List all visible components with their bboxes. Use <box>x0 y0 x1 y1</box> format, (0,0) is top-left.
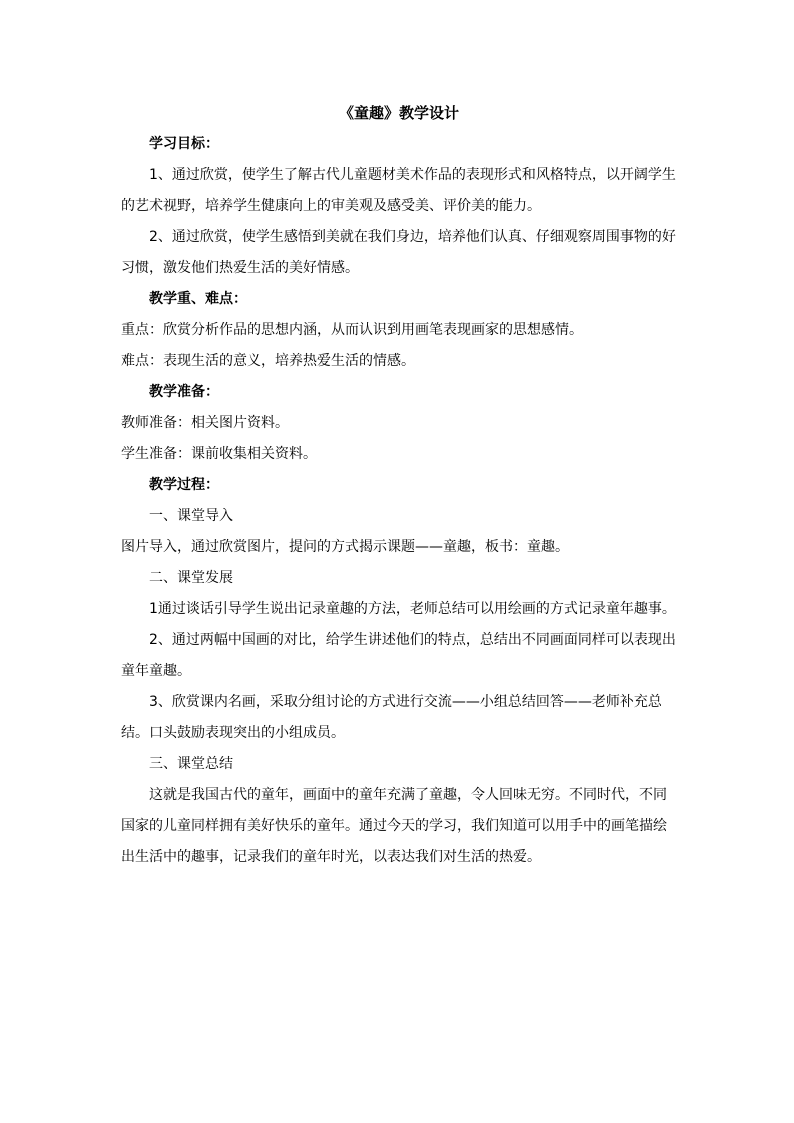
section-heading-preparation: 教学准备： <box>149 384 219 400</box>
process-step-summary-heading: 三、课堂总结 <box>149 756 233 772</box>
goal-paragraph-2: 2、通过欣赏，使学生感悟到美就在我们身边，培养他们认真、仔细观察周围事物的好习惯，激发他们热爱生活的美好情感。 <box>121 229 676 276</box>
student-preparation: 学生准备：课前收集相关资料。 <box>121 446 317 462</box>
teacher-preparation: 教师准备：相关图片资料。 <box>121 415 289 431</box>
development-paragraph-2: 2、通过两幅中国画的对比，给学生讲述他们的特点，总结出不同画面同样可以表现出童年童趣。 <box>121 632 676 679</box>
summary-paragraph: 这就是我国古代的童年，画面中的童年充满了童趣，令人回味无穷。不同时代，不同国家的儿童同样拥有美好快乐的童年。通过今天的学习，我们知道可以用手中的画笔描绘出生活中的趣事，记录我们的童年时光，以表达我们对生活的热爱。 <box>121 787 667 865</box>
section-heading-goals: 学习目标： <box>149 136 219 152</box>
process-step-development-heading: 二、课堂发展 <box>149 570 233 586</box>
key-point-paragraph: 重点：欣赏分析作品的思想内涵，从而认识到用画笔表现画家的思想感情。 <box>121 322 583 338</box>
process-step-intro-text: 图片导入，通过欣赏图片，提问的方式揭示课题——童趣，板书：童趣。 <box>121 539 569 555</box>
document-body <box>121 98 677 873</box>
process-step-intro-heading: 一、课堂导入 <box>149 508 233 524</box>
goal-paragraph-1: 1、通过欣赏，使学生了解古代儿童题材美术作品的表现形式和风格特点，以开阔学生的艺术视野，培养学生健康向上的审美观及感受美、评价美的能力。 <box>121 167 676 214</box>
document-title: 《童趣》教学设计 <box>338 104 459 122</box>
development-paragraph-1: 1通过谈话引导学生说出记录童趣的方法，老师总结可以用绘画的方式记录童年趣事。 <box>149 601 676 617</box>
difficulty-paragraph: 难点：表现生活的意义，培养热爱生活的情感。 <box>121 353 415 369</box>
section-heading-process: 教学过程： <box>149 477 219 493</box>
development-paragraph-3: 3、欣赏课内名画，采取分组讨论的方式进行交流——小组总结回答——老师补充总结。口头鼓励表现突出的小组成员。 <box>121 694 662 741</box>
section-heading-key-points: 教学重、难点： <box>149 291 247 307</box>
